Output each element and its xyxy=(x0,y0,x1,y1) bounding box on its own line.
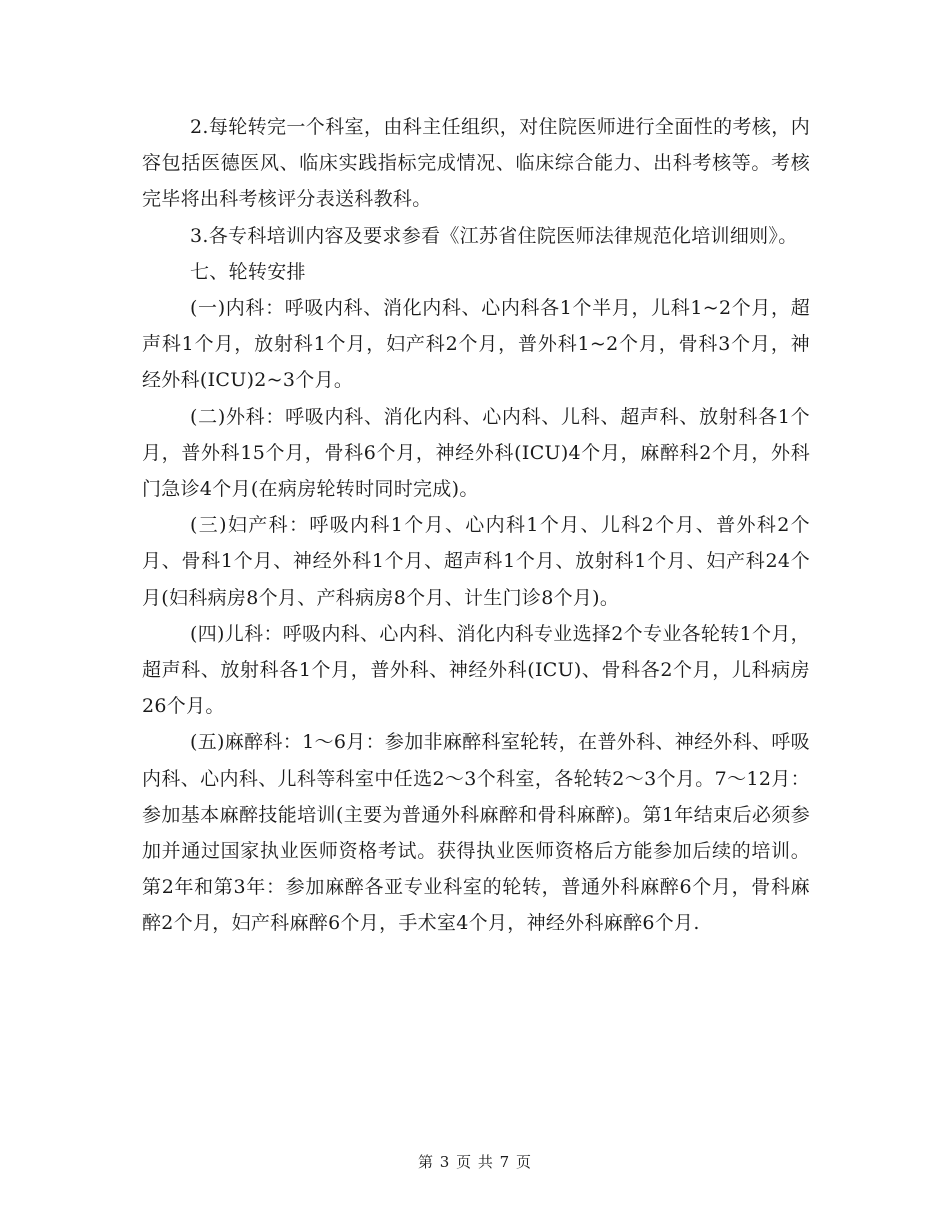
section-heading-rotation: 七、轮转安排 xyxy=(190,260,306,283)
rotation-internal-medicine: (一)内科：呼吸内科、消化内科、心内科各1个半月，儿科1~2个月，超声科1个月，放射科1个月，妇产科2个月，普外科1~2个月，骨科3个月，神经外科(ICU)2~3个月。 xyxy=(142,297,810,392)
paragraph-training-reference: 3.各专科培训内容及要求参看《江苏省住院医师法律规范化培训细则》。 xyxy=(190,224,798,247)
rotation-obstetrics-gynecology: (三)妇产科：呼吸内科1个月、心内科1个月、儿科2个月、普外科2个月、骨科1个月、神经外科1个月、超声科1个月、放射科1个月、妇产科24个月(妇科病房8个月、产科病房8个月、计生门诊8个月)。 xyxy=(142,514,810,609)
rotation-anesthesiology: (五)麻醉科：1～6月：参加非麻醉科室轮转，在普外科、神经外科、呼吸内科、心内科、儿科等科室中任选2～3个科室，各轮转2～3个月。7～12月：参加基本麻醉技能培训(主要为普通外科麻醉和骨科麻醉)。第1年结束后必须参加并通过国家执业医师资格考试。获得执业医师资格后方能参加后续的培训。第2年和第3年：参加麻醉各亚专业科室的轮转，普通外科麻醉6个月，骨科麻醉2个月，妇产科麻醉6个月，手术室4个月，神经外科麻醉6个月. xyxy=(142,731,810,935)
document-body xyxy=(142,109,810,942)
rotation-surgery: (二)外科：呼吸内科、消化内科、心内科、儿科、超声科、放射科各1个月，普外科15个月，骨科6个月，神经外科(ICU)4个月，麻醉科2个月，外科门急诊4个月(在病房轮转时同时完成)。 xyxy=(142,405,810,501)
paragraph-assessment: 2.每轮转完一个科室，由科主任组织，对住院医师进行全面性的考核，内容包括医德医风、临床实践指标完成情况、临床综合能力、出科考核等。考核完毕将出科考核评分表送科教科。 xyxy=(142,116,810,211)
rotation-pediatrics: (四)儿科：呼吸内科、心内科、消化内科专业选择2个专业各轮转1个月，超声科、放射科各1个月，普外科、神经外科(ICU)、骨科各2个月，儿科病房26个月。 xyxy=(142,622,810,718)
page-number-footer: 第 3 页 共 7 页 xyxy=(418,1153,532,1171)
